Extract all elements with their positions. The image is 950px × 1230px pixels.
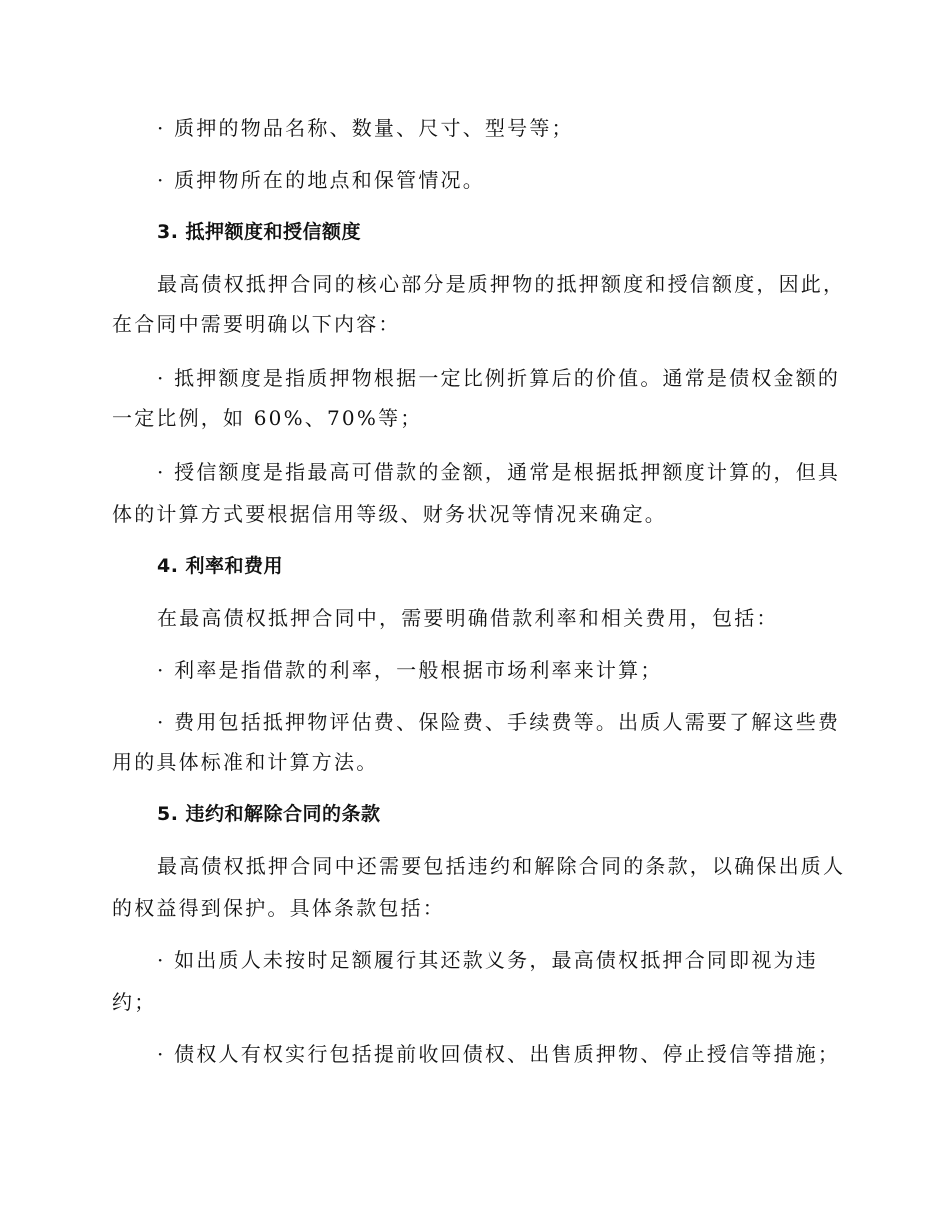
paragraph-section-4: 在最高债权抵押合同中，需要明确借款利率和相关费用，包括： [157,606,779,630]
paragraph-section-3-line-1: 最高债权抵押合同的核心部分是质押物的抵押额度和授信额度，因此， [157,272,846,296]
bullet-default-line-2: 约； [112,990,157,1014]
bullet-fees-line-1: · 费用包括抵押物评估费、保险费、手续费等。出质人需要了解这些费 [157,710,841,734]
bullet-credit-limit-line-2: 体的计算方式要根据信用等级、财务状况等情况来确定。 [112,502,667,526]
heading-section-3: 3. 抵押额度和授信额度 [157,221,362,243]
paragraph-section-5-line-1: 最高债权抵押合同中还需要包括违约和解除合同的条款，以确保出质人 [157,854,846,878]
bullet-mortgage-limit-line-2: 一定比例，如 60%、70%等； [112,406,423,430]
bullet-mortgage-limit-line-1: · 抵押额度是指质押物根据一定比例折算后的价值。通常是债权金额的 [157,366,841,390]
bullet-interest-rate: · 利率是指借款的利率，一般根据市场利率来计算； [157,658,663,682]
bullet-credit-limit-line-1: · 授信额度是指最高可借款的金额，通常是根据抵押额度计算的，但具 [157,460,841,484]
bullet-pledge-location: · 质押物所在的地点和保管情况。 [157,168,485,192]
bullet-fees-line-2: 用的具体标准和计算方法。 [112,750,379,774]
heading-section-5: 5. 违约和解除合同的条款 [157,803,381,825]
paragraph-section-3-line-2: 在合同中需要明确以下内容： [112,312,401,336]
paragraph-section-5-line-2: 的权益得到保护。具体条款包括： [112,896,445,920]
bullet-default-line-1: · 如出质人未按时足额履行其还款义务，最高债权抵押合同即视为违 [157,948,818,972]
bullet-creditor-rights: · 债权人有权实行包括提前收回债权、出售质押物、停止授信等措施； [157,1042,841,1066]
bullet-pledge-item-details: · 质押的物品名称、数量、尺寸、型号等； [157,116,574,140]
heading-section-4: 4. 利率和费用 [157,555,284,577]
